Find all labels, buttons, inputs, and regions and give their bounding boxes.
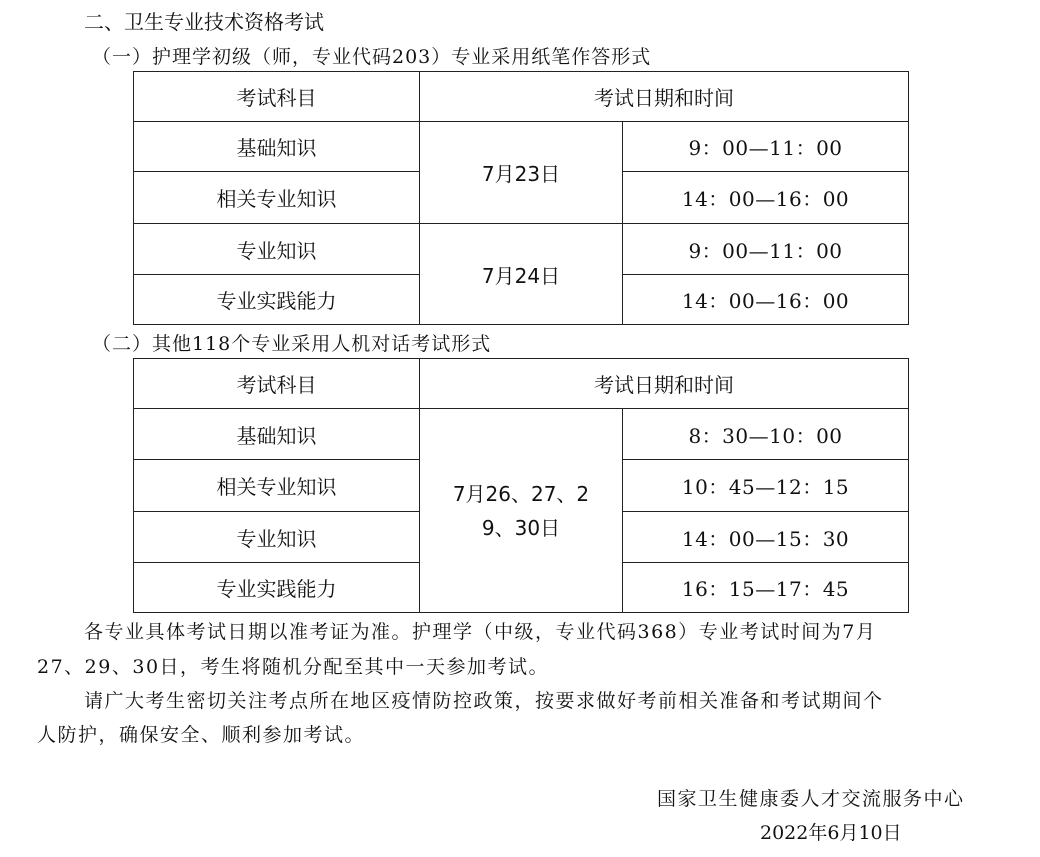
table-row [134,122,909,172]
note-paragraph-1-line-1: 各专业具体考试日期以准考证为准。护理学（中级，专业代码368）专业考试时间为7月 [84,621,877,643]
column-header-datetime: 考试日期和时间 [420,72,909,122]
column-header-subject: 考试科目 [134,359,420,409]
note-paragraph-2-line-2: 人防护，确保安全、顺利参加考试。 [37,724,366,746]
time-cell: 9：00—11：00 [623,122,909,172]
subject-cell: 专业实践能力 [134,275,420,325]
time-cell: 14：00—15：30 [623,512,909,563]
date-line-1: 7月26、27、2 [452,481,590,506]
time-cell: 14：00—16：00 [623,275,909,325]
subject-cell: 专业知识 [134,224,420,275]
subject-cell: 专业实践能力 [134,563,420,613]
subject-cell: 相关专业知识 [134,460,420,512]
subject-cell: 基础知识 [134,122,420,172]
part1-heading: （一）护理学初级（师，专业代码203）专业采用纸笔作答形式 [92,46,652,68]
time-cell: 14：00—16：00 [623,172,909,224]
table-row [134,224,909,275]
column-header-subject: 考试科目 [134,72,420,122]
date-cell [420,409,623,613]
time-cell: 8：30—10：00 [623,409,909,460]
document-date: 2022年6月10日 [760,822,902,844]
date-cell: 7月24日 [420,224,623,325]
note-paragraph-2-line-1: 请广大考生密切关注考点所在地区疫情防控政策，按要求做好考前相关准备和考试期间个 [84,690,884,712]
table-header-row [134,72,909,122]
time-cell: 10：45—12：15 [623,460,909,512]
signature: 国家卫生健康委人才交流服务中心 [657,788,965,810]
table-row [134,409,909,460]
time-cell: 9：00—11：00 [623,224,909,275]
schedule-table-2 [133,358,909,613]
section-title: 二、卫生专业技术资格考试 [84,10,324,34]
note-paragraph-1-line-2: 27、29、30日，考生将随机分配至其中一天参加考试。 [37,656,550,678]
schedule-table-1 [133,71,909,325]
subject-cell: 专业知识 [134,512,420,563]
date-line-2: 9、30日 [481,515,561,540]
table-header-row [134,359,909,409]
date-cell: 7月23日 [420,122,623,224]
subject-cell: 基础知识 [134,409,420,460]
part2-heading: （二）其他118个专业采用人机对话考试形式 [92,333,492,355]
time-cell: 16：15—17：45 [623,563,909,613]
subject-cell: 相关专业知识 [134,172,420,224]
column-header-datetime: 考试日期和时间 [420,359,909,409]
